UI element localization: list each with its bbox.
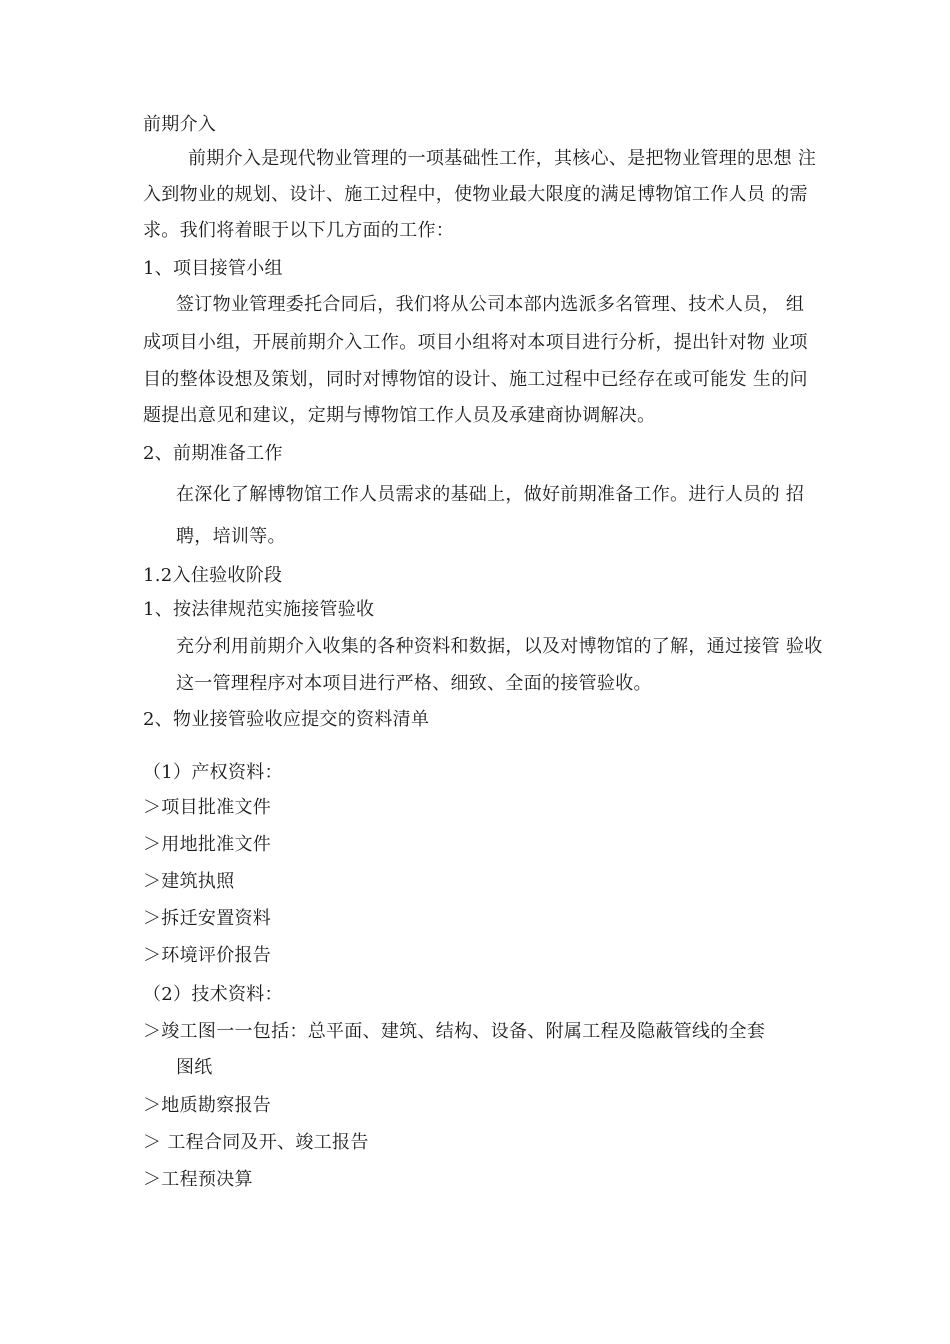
list-item: ＞竣工图一一包括：总平面、建筑、结构、设备、附属工程及隐蔽管线的全套: [143, 1021, 766, 1042]
intro-line-1: 前期介入是现代物业管理的一项基础性工作，其核心、是把物业管理的思想 注: [188, 148, 817, 169]
list-item: ＞ 工程合同及开、竣工报告: [143, 1132, 369, 1153]
sub-2-title: 2、物业接管验收应提交的资料清单: [143, 709, 430, 730]
group-1-title: （1）产权资料：: [143, 762, 283, 783]
list-item: ＞项目批准文件: [143, 797, 272, 818]
intro-line-2: 入到物业的规划、设计、施工过程中，使物业最大限度的满足博物馆工作人员 的需: [143, 184, 808, 205]
list-item: ＞建筑执照: [143, 871, 235, 892]
sub-1-line-1: 充分利用前期介入收集的各种资料和数据，以及对博物馆的了解，通过接管 验收: [176, 636, 823, 657]
list-item-continuation: 图纸: [176, 1057, 213, 1078]
section-2-line-2: 聘，培训等。: [176, 526, 286, 547]
sub-1-line-2: 这一管理程序对本项目进行严格、细致、全面的接管验收。: [176, 673, 652, 694]
intro-line-3: 求。我们将着眼于以下几方面的工作：: [143, 220, 455, 241]
list-item: ＞拆迁安置资料: [143, 908, 272, 929]
section-2-title: 2、前期准备工作: [143, 443, 283, 464]
section-1-line-1: 签订物业管理委托合同后，我们将从公司本部内选派多名管理、技术人员， 组: [176, 294, 805, 315]
list-item: ＞用地批准文件: [143, 834, 272, 855]
section-1-title: 1、项目接管小组: [143, 258, 283, 279]
section-1-line-2: 成项目小组，开展前期介入工作。项目小组将对本项目进行分析，提出针对物 业项: [143, 332, 808, 353]
list-item: ＞工程预决算: [143, 1169, 253, 1190]
section-2-line-1: 在深化了解博物馆工作人员需求的基础上，做好前期准备工作。进行人员的 招: [176, 484, 805, 505]
list-item: ＞环境评价报告: [143, 945, 272, 966]
section-1-line-4: 题提出意见和建议，定期与博物馆工作人员及承建商协调解决。: [143, 405, 656, 426]
section-1-line-3: 目的整体设想及策划，同时对博物馆的设计、施工过程中已经存在或可能发 生的问: [143, 369, 808, 390]
sub-1-title: 1、按法律规范实施接管验收: [143, 599, 375, 620]
section-1-2-title: 1.2入住验收阶段: [143, 565, 283, 586]
section-heading: 前期介入: [143, 114, 217, 135]
group-2-title: （2）技术资料：: [143, 984, 283, 1005]
list-item: ＞地质勘察报告: [143, 1095, 272, 1116]
